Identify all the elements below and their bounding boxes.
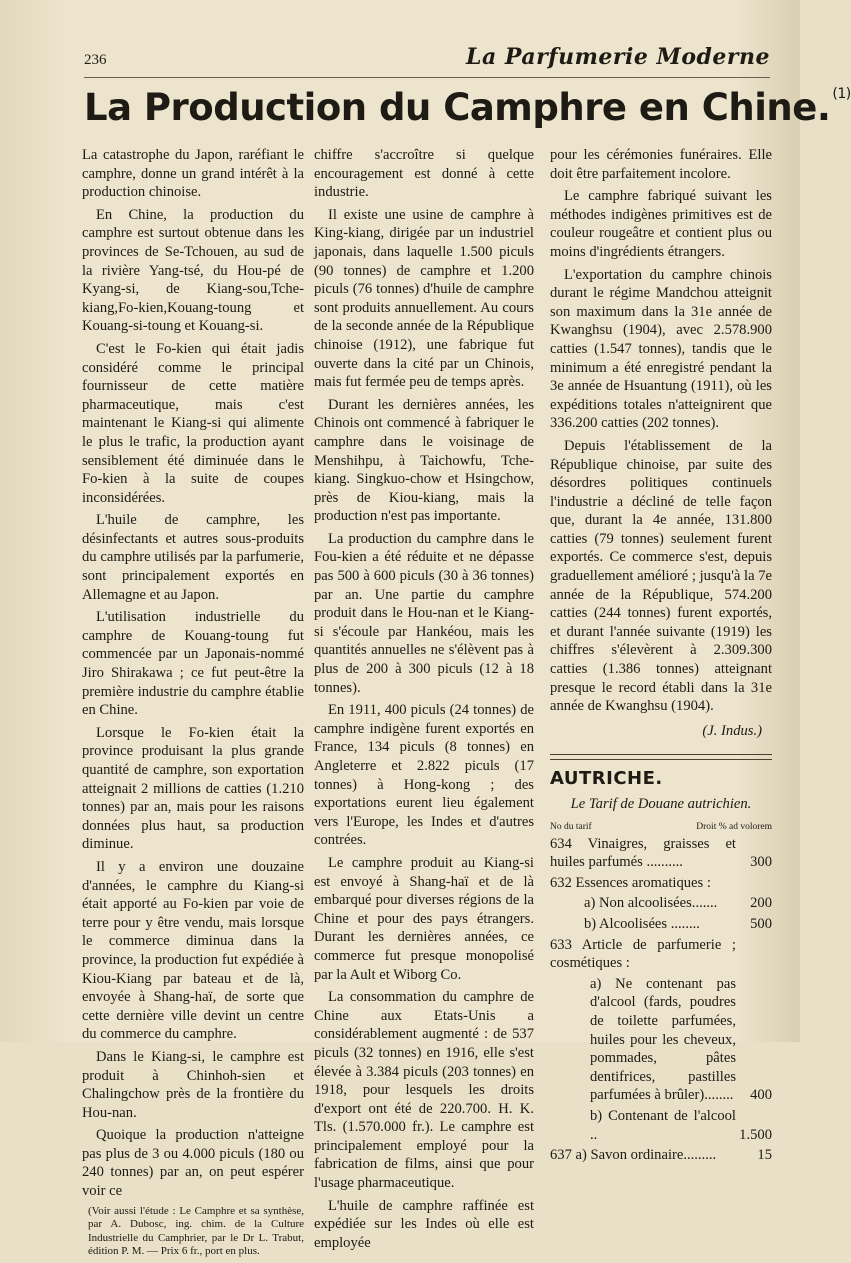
paragraph: Lorsque le Fo-kien était la province produisant la plus grande quantité de camphre, son exportation atteignait 2 millions de catties (1.210 tonnes) par an, mais pour les raisons données plus haut, sa production diminue. [82, 724, 304, 853]
tariff-duty-value: 500 [750, 915, 772, 932]
paragraph: En 1911, 400 piculs (24 tonnes) de camphre indigène furent exportés en France, 134 piculs (8 tonnes) en Angleterre et 2.822 piculs (17 tonnes) à Hong-kong ; des exportations eurent lieu également vers l'Europe, les Indes et d'autres contrées. [314, 702, 534, 849]
paragraph: chiffre s'accroître si quelque encouragement est donné à cette industrie. [314, 147, 534, 201]
tariff-item-label: a) Non alcoolisées....... [584, 895, 718, 912]
paragraph: L'exportation du camphre chinois durant le régime Mandchou atteignit son maximum dans la 31e année de Kwanghsu (1904), avec 2.578.900 catties (1.547 tonnes), tandis que le minimum a été enregistré pendant la 3e année de Hsuantung (1911), où les expéditions totales n'atteignirent que 336.200 catties (202 tonnes). [550, 266, 772, 432]
section-divider [550, 754, 772, 760]
article-column-1 [82, 146, 304, 1263]
paragraph: Quoique la production n'atteigne pas plus de 3 ou 4.000 piculs (180 ou 240 tonnes) par an, on peut espérer voir ce [82, 1127, 304, 1200]
paragraph: L'utilisation industrielle du camphre de Kouang-toung fut commencée par un Japonais-nommé Jiro Shirakawa ; ce fut peut-être la première industrie du camphre établie en Chine. [82, 609, 304, 719]
section-title-autriche: AUTRICHE. [550, 768, 663, 790]
tariff-item-label: 632 Essences aromatiques : [550, 874, 711, 891]
tariff-item-label: 637 a) Savon ordinaire......... [550, 1147, 717, 1164]
magazine-title: La Parfumerie Moderne [465, 44, 770, 70]
paragraph: Le camphre produit au Kiang-si est envoyé à Shang-haï et de là embarqué pour diverses régions de la Chine et pour des pays étrangers. Durant les dernières années, ce commerce fut presque monopolisé par la Ault et Wiborg Co. [314, 854, 534, 983]
tariff-row [550, 1146, 772, 1165]
paragraph: C'est le Fo-kien qui était jadis considéré comme le principal fournisseur de cette matière pharmaceutique, mais c'est maintenant le Kiang-si qui alimente le plus le trafic, la production ayant sensiblement été diminuée dans le Fo-kien à la suite de coupes inconsidérées. [82, 340, 304, 506]
header-rule [84, 77, 770, 78]
article-column-3 [550, 146, 772, 1167]
tariff-head-right: Droit % ad volorem [696, 821, 772, 832]
tariff-item-label: a) Ne contenant pas d'alcool (fards, poudres de toilette parfumées, huiles pour les cheveux, pommades, pâtes dentifrices, pastilles parfumées à brûler)........ [590, 975, 736, 1104]
tariff-row [550, 835, 772, 872]
paragraph: En Chine, la production du camphre est surtout obtenue dans les provinces de Se-Tchouen, au sud de la rivière Yang-tsé, du Hou-pé de Kyang-si, de Kiang-sou,Tche-kiang,Fo-kien,Kouang-toung et Kouang-si-toung et Kouang-si. [82, 206, 304, 335]
paragraph: La production du camphre dans le Fou-kien a été réduite et ne dépasse pas 500 à 600 piculs (30 à 36 tonnes) par an. Une partie du camphre produit dans le Hou-nan et le Kiang-si s'écoule par Hankéou, mais les quantités annuelles ne s'élèvent pas à plus de 200 à 300 piculs (12 à 18 tonnes). [314, 530, 534, 696]
title-footnote-mark: (1) [832, 86, 851, 102]
tariff-row [550, 936, 772, 973]
paragraph: La catastrophe du Japon, raréfiant le camphre, donne un grand intérêt à la production chinoise. [82, 147, 304, 201]
tariff-head-left: No du tarif [550, 821, 592, 832]
tariff-row [550, 915, 772, 934]
paragraph: Depuis l'établissement de la République chinoise, par suite des désordres politiques continuels l'industrie a décliné de telle façon que, durant la 4e année, 131.800 catties (79 tonnes) seulement furent exportés. Ce commerce s'est, depuis graduellement amélioré ; jusqu'à la 7e année de la République, 574.200 catties (244 tonnes) furent exportés, et durant l'année suivante (1919) les chiffres s'élevèrent à 2.309.300 catties (1.386 tonnes) atteignant presque le record établi dans la 31e année de Kwanghsu (1904). [550, 437, 772, 715]
paragraph: Le camphre fabriqué suivant les méthodes indigènes primitives est de couleur rougeâtre et contient plus ou moins d'ingrédients étrangers. [550, 188, 772, 260]
tariff-item-label: 633 Article de parfumerie ; cosmétiques : [550, 936, 736, 972]
page-number: 236 [84, 52, 107, 68]
tariff-header [550, 822, 772, 833]
tariff-item-label: b) Alcoolisées ........ [584, 915, 700, 932]
article-column-2 [314, 146, 534, 1256]
tariff-duty-value: 1.500 [739, 1126, 772, 1143]
paragraph: Il y a environ une douzaine d'années, le camphre du Kiang-si était apporté au Fo-kien par voie de terre pour y être vendu, mais lorsque le commerce diminua dans la province, la production fut expédiée à Kiou-Kiang par bateau et de là, envoyée à Shang-haï, de sorte que cette dernière ville devint un centre du commerce du camphre. [82, 858, 304, 1043]
paragraph: La consommation du camphre de Chine aux Etats-Unis a considérablement augmenté : de 537 piculs (32 tonnes) en 1916, elle s'est élevée à 3.384 piculs (203 tonnes) en 1918, pour lesquels les droits d'export ont été de 220.700. H. K. Tls. (1.570.000 fr.). Le camphre est principalement employé pour la fabrication de films, ainsi que pour l'usage pharmaceutique. [314, 989, 534, 1192]
article-title [84, 86, 851, 129]
tariff-row [550, 1107, 772, 1144]
paragraph: Durant les dernières années, les Chinois ont commencé à fabriquer le camphre dans le voisinage de Menshihpu, à Taichowfu, Tche-kiang. Singkuo-chow et Hsingchow, près de Kiou-kiang, mais la production n'est pas importante. [314, 396, 534, 525]
tariff-duty-value: 400 [750, 1087, 772, 1104]
tariff-row [550, 894, 772, 913]
paragraph: L'huile de camphre, les désinfectants et autres sous-produits du camphre utilisés par la parfumerie, sont principalement exportés en Allemagne et au Japon. [82, 512, 304, 603]
tariff-item-label: b) Contenant de l'alcool .. [590, 1107, 736, 1143]
paragraph: Il existe une usine de camphre à King-kiang, dirigée par un industriel japonais, dans laquelle 1.500 piculs (90 tonnes) de camphre et 1.200 piculs (76 tonnes) d'huile de camphre sont produits annuellement. Au cours de la seconde année de la République chinoise (1912), une fabrique fut ouverte dans la cité par un Chinois, mais fut fermée peu de temps après. [314, 206, 534, 391]
section-subtitle: Le Tarif de Douane autrichien. [570, 796, 752, 812]
tariff-item-label: 634 Vinaigres, graisses et huiles parfumés .......... [550, 835, 736, 871]
tariff-table [550, 835, 772, 1165]
tariff-duty-value: 200 [750, 895, 772, 912]
paragraph: L'huile de camphre raffinée est expédiée sur les Indes où elle est employée [314, 1197, 534, 1251]
paragraph: pour les cérémonies funéraires. Elle doit être parfaitement incolore. [550, 147, 772, 182]
tariff-duty-value: 300 [750, 854, 772, 871]
footnote: (Voir aussi l'étude : Le Camphre et sa synthèse, par A. Dubosc, ing. chim. de la Culture Industrielle du Camphrier, par le Dr L. Trabut, édition P. M. — Prix 6 fr., port en plus. [88, 1204, 304, 1258]
tariff-duty-value: 15 [757, 1147, 772, 1164]
article-signature: (J. Indus.) [702, 722, 762, 739]
column-3-paragraphs [550, 146, 772, 716]
paragraph: Dans le Kiang-si, le camphre est produit à Chinhoh-sien et Chalingchow près de la frontière du Hou-nan. [82, 1048, 304, 1121]
tariff-row [550, 975, 772, 1105]
tariff-row [550, 874, 772, 893]
article-title-text: La Production du Camphre en Chine. [84, 86, 831, 129]
